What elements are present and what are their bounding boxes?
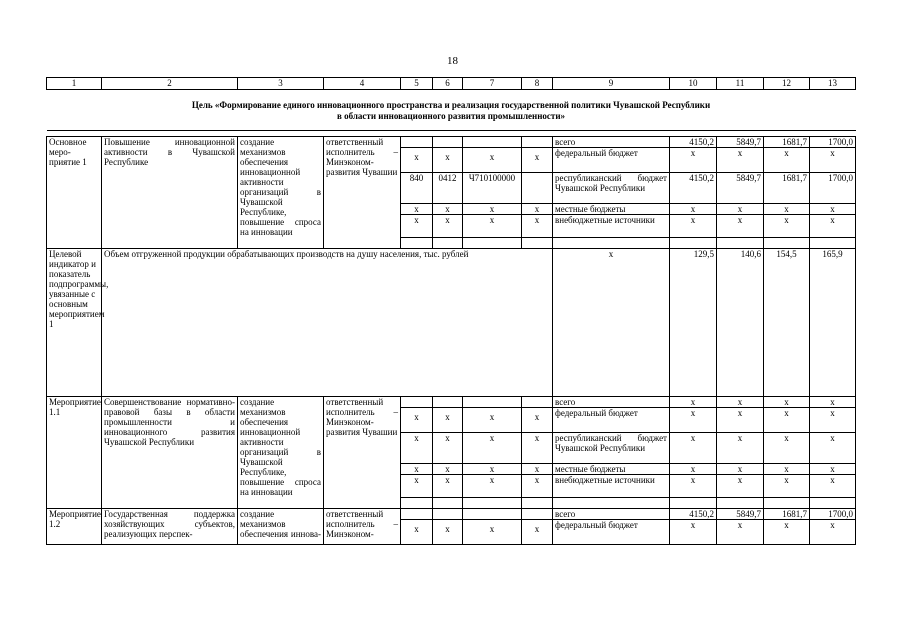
value-cell: 1681,7 xyxy=(764,137,810,148)
code-rzpr: 0412 xyxy=(433,173,463,204)
value-cell: х xyxy=(670,433,717,464)
table-row xyxy=(47,509,856,520)
col-header: 12 xyxy=(764,78,810,90)
activity-name: Мероприятие 1.1 xyxy=(47,397,102,509)
value-cell: 4150,2 xyxy=(670,137,717,148)
activity-title: Повышение инновационной активности в Чувашской Республике xyxy=(102,137,238,249)
value-cell: х xyxy=(670,215,717,238)
activity-responsible: ответственный исполнитель – Минэконом- xyxy=(324,509,401,545)
source-local: местные бюджеты xyxy=(553,464,670,475)
value-cell: х xyxy=(810,148,856,173)
code-cell: х xyxy=(463,408,522,433)
value-cell: х xyxy=(810,204,856,215)
value-cell: х xyxy=(670,148,717,173)
code-cell: х xyxy=(463,148,522,173)
col-header: 1 xyxy=(47,78,102,90)
value-cell: х xyxy=(717,408,764,433)
goal-heading xyxy=(47,90,856,131)
code-cell: х xyxy=(522,204,553,215)
value-cell: 129,5 xyxy=(670,249,717,397)
value-cell: х xyxy=(717,464,764,475)
code-cell: х xyxy=(401,433,433,464)
value-cell: 1700,0 xyxy=(810,509,856,520)
source-total: всего xyxy=(553,397,670,408)
code-cell: х xyxy=(401,204,433,215)
value-cell: х xyxy=(810,215,856,238)
source-federal: федеральный бюджет xyxy=(553,408,670,433)
page-number: 18 xyxy=(447,55,458,67)
value-cell: х xyxy=(810,464,856,475)
value-cell: 5849,7 xyxy=(717,137,764,148)
value-cell: х xyxy=(717,397,764,408)
value-cell: х xyxy=(810,433,856,464)
col-header: 3 xyxy=(238,78,324,90)
col-header: 11 xyxy=(717,78,764,90)
code-cell: х xyxy=(522,520,553,545)
value-cell: 1700,0 xyxy=(810,173,856,204)
activity-name: Мероприятие 1.2 xyxy=(47,509,102,545)
col-header: 2 xyxy=(102,78,238,90)
budget-table xyxy=(46,77,856,545)
activity-mechanism: создание механизмов обеспечения инновационной активности организаций в Чувашской Республике, повышение спроса на инновации xyxy=(238,137,324,249)
value-cell: 154,5 xyxy=(764,249,810,397)
activity-title: Государственная поддержка хозяйствующих субъектов, реализующих перспек- xyxy=(102,509,238,545)
value-cell: х xyxy=(810,408,856,433)
code-cell: х xyxy=(463,433,522,464)
activity-responsible: ответственный исполнитель – Минэконом-развития Чувашии xyxy=(324,137,401,249)
value-cell: х xyxy=(764,215,810,238)
indicator-text: Объем отгруженной продукции обрабатывающих производств на душу населения, тыс. рублей xyxy=(102,249,553,397)
code-cell: х xyxy=(522,464,553,475)
value-cell: х xyxy=(670,204,717,215)
value-cell: 140,6 xyxy=(717,249,764,397)
code-grbs: 840 xyxy=(401,173,433,204)
source-total: всего xyxy=(553,509,670,520)
value-cell: 4150,2 xyxy=(670,509,717,520)
value-cell: 1681,7 xyxy=(764,509,810,520)
activity-mechanism: создание механизмов обеспечения инновационной активности организаций в Чувашской Республике, повышение спроса на инновации xyxy=(238,397,324,509)
value-cell: 5849,7 xyxy=(717,173,764,204)
code-cell: х xyxy=(522,408,553,433)
col-header: 5 xyxy=(401,78,433,90)
value-cell: х xyxy=(670,475,717,498)
goal-row xyxy=(47,90,856,131)
source-extra: внебюджетные источники xyxy=(553,475,670,498)
code-cell: х xyxy=(463,215,522,238)
code-cell: х xyxy=(433,215,463,238)
table-row xyxy=(47,397,856,408)
code-csr: Ч710100000 xyxy=(463,173,522,204)
code-cell: х xyxy=(401,520,433,545)
activity-name: Основное меро-приятие 1 xyxy=(47,137,102,249)
activity-mechanism: создание механизмов обеспечения иннова- xyxy=(238,509,324,545)
value-cell: х xyxy=(717,204,764,215)
code-cell: х xyxy=(463,464,522,475)
code-cell: х xyxy=(401,408,433,433)
value-cell: х xyxy=(764,520,810,545)
value-cell: 4150,2 xyxy=(670,173,717,204)
column-numbers-row xyxy=(47,78,856,90)
code-cell: х xyxy=(522,215,553,238)
value-cell: х xyxy=(717,215,764,238)
col-header: 7 xyxy=(463,78,522,90)
value-cell: 165,9 xyxy=(810,249,856,397)
value-cell: х xyxy=(764,397,810,408)
code-cell: х xyxy=(401,148,433,173)
value-cell: х xyxy=(670,397,717,408)
indicator-row xyxy=(47,249,856,397)
value-cell: х xyxy=(764,204,810,215)
code-cell: х xyxy=(433,520,463,545)
code-cell: х xyxy=(401,464,433,475)
value-cell: х xyxy=(764,464,810,475)
value-cell: х xyxy=(670,520,717,545)
value-cell: х xyxy=(717,433,764,464)
code-cell: х xyxy=(433,433,463,464)
value-cell: 1681,7 xyxy=(764,173,810,204)
code-cell: х xyxy=(463,475,522,498)
value-cell: 5849,7 xyxy=(717,509,764,520)
value-cell: х xyxy=(717,148,764,173)
source-extra: внебюджетные источники xyxy=(553,215,670,238)
col-header: 8 xyxy=(522,78,553,90)
value-cell: х xyxy=(717,475,764,498)
value-cell: х xyxy=(810,397,856,408)
activity-title: Совершенствование нормативно-правовой базы в области промышленности и инновационного развития Чувашской Республики xyxy=(102,397,238,509)
col-header: 9 xyxy=(553,78,670,90)
value-cell: х xyxy=(810,520,856,545)
value-cell: х xyxy=(764,148,810,173)
source-local: местные бюджеты xyxy=(553,204,670,215)
value-cell: х xyxy=(810,475,856,498)
col-header: 13 xyxy=(810,78,856,90)
code-cell: х xyxy=(433,464,463,475)
value-cell: х xyxy=(670,464,717,475)
code-cell: х xyxy=(522,148,553,173)
value-cell: х xyxy=(717,520,764,545)
code-cell: х xyxy=(463,204,522,215)
value-cell: 1700,0 xyxy=(810,137,856,148)
value-cell: х xyxy=(764,475,810,498)
value-cell: х xyxy=(764,408,810,433)
source-republic: республиканский бюджет Чувашской Республики xyxy=(553,433,670,464)
goal-line-1: Цель «Формирование единого инновационного пространства и реализация государственной политики Чувашской Республики xyxy=(191,100,711,110)
activity-responsible: ответственный исполнитель – Минэконом-развития Чувашии xyxy=(324,397,401,509)
source-federal: федеральный бюджет xyxy=(553,148,670,173)
code-cell: х xyxy=(401,215,433,238)
goal-line-2: в области инновационного развития промышленности» xyxy=(336,111,566,121)
table-row xyxy=(47,137,856,148)
col-header: 4 xyxy=(324,78,401,90)
value-cell: х xyxy=(764,433,810,464)
col-header: 6 xyxy=(433,78,463,90)
code-cell: х xyxy=(433,475,463,498)
source-total: всего xyxy=(553,137,670,148)
source-republic: республиканский бюджет Чувашской Республики xyxy=(553,173,670,204)
code-cell: х xyxy=(433,408,463,433)
code-cell: х xyxy=(433,148,463,173)
indicator-name: Целевой индикатор и показатель подпрограммы, увязанные с основным мероприятием 1 xyxy=(47,249,102,397)
source-federal: федеральный бюджет xyxy=(553,520,670,545)
code-cell: х xyxy=(522,475,553,498)
col-header: 10 xyxy=(670,78,717,90)
indicator-base: х xyxy=(553,249,670,397)
code-cell: х xyxy=(433,204,463,215)
code-cell: х xyxy=(522,433,553,464)
value-cell: х xyxy=(670,408,717,433)
code-cell: х xyxy=(463,520,522,545)
code-cell: х xyxy=(401,475,433,498)
